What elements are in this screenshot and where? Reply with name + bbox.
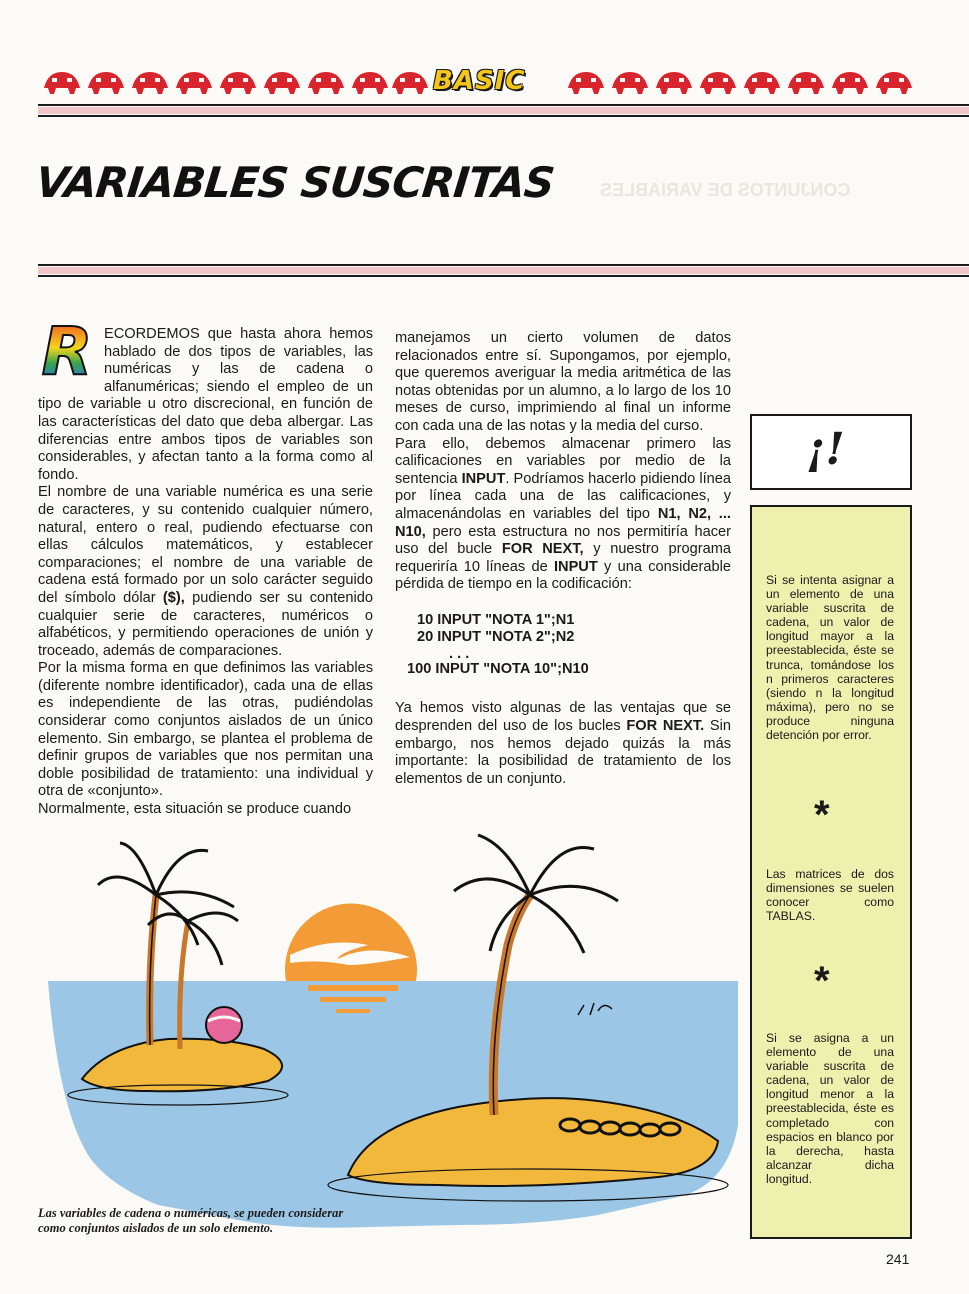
sidebar-exclamation-box — [750, 414, 912, 490]
code-line: 10 INPUT "NOTA 1";N1 — [417, 611, 575, 628]
col1-paragraph-2-tail: pudiendo ser su contenido cualquier serie de caracteres, numéricos o alfabéticos, y permitiendo operaciones de unión y troceado, además de comparaciones. — [38, 589, 373, 659]
col1-paragraph-4: Normalmente, esta situación se produce cuando — [38, 801, 352, 818]
keyword-input: INPUT — [461, 470, 506, 487]
keyword-vars: N1, N2, ... N10, — [395, 505, 731, 540]
sidebar-note-2: Las matrices de dos dimensiones se suelen conocer como TABLAS. — [766, 867, 894, 924]
asterisk-icon: * — [814, 959, 830, 1003]
exclamation-icon: ¡! — [806, 424, 845, 475]
col2-paragraph-2: Para ello, debemos almacenar primero las calificaciones en variables por medio de la sentencia INPUT. Podríamos hacerlo pidiendo línea por línea cada una de las calificaciones, y almacenándolas en variables del tipo N1, N2, ... N10, pero esta estructura no nos permitiría hacer uso del bucle FOR NEXT, y nuestro programa requeriría 10 líneas de INPUT y una considerable pérdida de tiempo en la codificación: — [395, 435, 731, 593]
sidebar-note-1: Si se intenta asignar a un elemento de una variable suscrita de cadena, un valor de longitud mayor a la preestablecida, éste se trunca, tomándose los n primeros caracteres (siendo n la longitud máxima), pero no se produce ninguna detención por error. — [766, 573, 894, 743]
keyword-input-2: INPUT — [553, 558, 598, 575]
title-rule-lower — [38, 275, 969, 277]
dropcap-letter: R — [41, 320, 93, 380]
header-rule — [38, 104, 969, 106]
asterisk-icon: * — [814, 793, 830, 837]
keyword-fornext-2: FOR NEXT. — [626, 718, 705, 734]
body-column-right — [395, 330, 731, 788]
code-line: 100 INPUT "NOTA 10";N10 — [407, 660, 589, 677]
header-pink-band — [38, 107, 969, 114]
ball-icon — [206, 1007, 242, 1043]
island-illustration — [38, 825, 738, 1245]
page-title: VARIABLES SUSCRITAS — [33, 158, 557, 207]
code-listing — [407, 611, 731, 679]
header-rule-lower — [38, 115, 969, 117]
col1-paragraph-1: ECORDEMOS que hasta ahora hemos hablado de dos tipos de variables, las numéricas y las de cadena o alfanuméricas; siendo el empleo de un tipo de variable u otro discrecional, en función de las características del dato que deba albergar. Las diferencias entre ambos tipos de variables son considerables, y afectan tanto a la forma como al fondo. — [38, 326, 373, 483]
sidebar-note-3: Si se asigna a un elemento de una variable suscrita de cadena, un valor de longitud menor a la preestablecida, éste es completado con espacios en blanco por la derecha, hasta alcanzar dicha longitud. — [766, 1031, 894, 1186]
keyword-fornext: FOR NEXT, — [501, 541, 584, 558]
sidebar-notes-box — [750, 505, 912, 1239]
dropcap-r-icon — [38, 320, 96, 380]
col1-paragraph-3: Por la misma forma en que definimos las variables (diferente nombre identificador), cada una de ellas es independiente de las otras, pudiéndolas considerar como conjuntos aislados de un único elemento. Sin embargo, se plantea el problema de definir grupos de variables que nos permitan una doble posibilidad de tratamiento: una individual y otra de «conjunto». — [38, 660, 373, 800]
col1-paragraph-2: El nombre de una variable numérica es una serie de caracteres, y su contenido cualquier número, natural, entero o real, pudiendo efectuarse con ellas cálculos matemáticos, y establecer comparaciones; el nombre de una variable de cadena está formado por un solo carácter seguido del símbolo dólar — [38, 484, 373, 606]
title-rule — [38, 264, 969, 266]
basic-section-logo: BASIC — [433, 66, 526, 96]
page-number: 241 — [886, 1251, 910, 1267]
body-column-left — [38, 320, 373, 819]
dollar-symbol: ($), — [162, 589, 185, 606]
title-pink-band — [38, 267, 969, 274]
col2-paragraph-3: Ya hemos visto algunas de las ventajas que se desprenden del uso de los bucles FOR NEXT. Sin embargo, nos hemos dejado quizás la más importante: la posibilidad de tratamiento de los elementos de un conjunto. — [395, 700, 731, 787]
code-line: 20 INPUT "NOTA 2";N2 — [417, 629, 575, 646]
show-through-ghost: CONJUNTOS DE VARIABLES — [600, 180, 851, 200]
col2-paragraph-1: manejamos un cierto volumen de datos relacionados entre sí. Supongamos, por ejemplo, que queremos averiguar la media aritmética de las notas obtenidas por un alumno, a lo largo de los 10 meses de curso, imprimiendo al final un informe con cada una de las notas y la media del curso. — [395, 330, 731, 434]
code-line: . . . — [449, 645, 470, 662]
figure-caption: Las variables de cadena o numéricas, se pueden considerar como conjuntos aislados de un solo elemento. — [38, 1206, 344, 1235]
